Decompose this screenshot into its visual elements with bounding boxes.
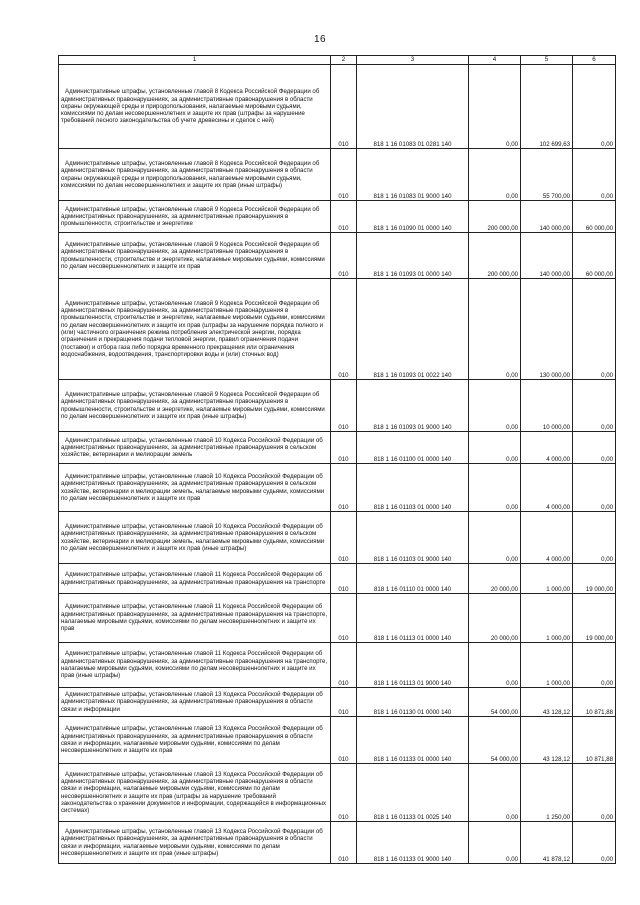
page-number: 16 (313, 34, 327, 45)
row-approved: 0,00 (469, 764, 521, 822)
row-line-code: 010 (331, 464, 357, 512)
row-budget-code: 818 1 16 01113 01 0000 140 (357, 594, 469, 643)
table-row (59, 380, 616, 432)
row-description: Административные штрафы, установленные главой 10 Кодекса Российской Федерации об административных правонарушениях, за административные правонарушения в сельском хозяйстве, ветеринарии и мелиорации земель, налагаемые мировыми судьями, комиссиями по делам несовершеннолетних и защите их прав (59, 464, 331, 512)
row-approved: 0,00 (469, 279, 521, 380)
row-approved: 0,00 (469, 643, 521, 688)
table-row (59, 201, 616, 233)
row-description: Административные штрафы, установленные главой 13 Кодекса Российской Федерации об административных правонарушениях, за административные правонарушения в области связи и информации (59, 688, 331, 717)
row-approved: 200 000,00 (469, 201, 521, 233)
column-header: 1 (59, 56, 331, 65)
row-line-code: 010 (331, 822, 357, 864)
row-budget-code: 818 1 16 01083 01 9000 140 (357, 149, 469, 201)
row-executed: 1 250,00 (521, 764, 573, 822)
column-header: 6 (573, 56, 616, 65)
table-row (59, 688, 616, 717)
row-unexecuted: 10 871,88 (573, 717, 616, 764)
row-unexecuted: 0,00 (573, 512, 616, 564)
row-executed: 140 000,00 (521, 201, 573, 233)
row-budget-code: 818 1 16 01100 01 0000 140 (357, 432, 469, 464)
table-row (59, 717, 616, 764)
row-unexecuted: 60 000,00 (573, 201, 616, 233)
row-description: Административные штрафы, установленные главой 11 Кодекса Российской Федерации об административных правонарушениях, за административные правонарушения на транспорте, налагаемые мировыми судьями, комиссиями по делам несовершеннолетних и защите их прав (59, 594, 331, 643)
row-executed: 1 000,00 (521, 643, 573, 688)
row-description: Административные штрафы, установленные главой 9 Кодекса Российской Федерации об административных правонарушениях, за административные правонарушения в промышленности, строительстве и энергетике, налагаемые мировыми судьями, комиссиями по делам несовершеннолетних и защите их прав (59, 233, 331, 279)
row-line-code: 010 (331, 764, 357, 822)
row-unexecuted: 0,00 (573, 643, 616, 688)
row-approved: 20 000,00 (469, 564, 521, 594)
row-line-code: 010 (331, 512, 357, 564)
row-approved: 0,00 (469, 65, 521, 149)
row-budget-code: 818 1 16 01083 01 0281 140 (357, 65, 469, 149)
row-executed: 41 878,12 (521, 822, 573, 864)
row-executed: 1 000,00 (521, 564, 573, 594)
column-header: 4 (469, 56, 521, 65)
row-approved: 54 000,00 (469, 688, 521, 717)
row-approved: 0,00 (469, 822, 521, 864)
row-executed: 55 700,00 (521, 149, 573, 201)
table-row (59, 594, 616, 643)
row-unexecuted: 60 000,00 (573, 233, 616, 279)
row-executed: 4 000,00 (521, 512, 573, 564)
row-budget-code: 818 1 16 01133 01 0025 140 (357, 764, 469, 822)
row-description: Административные штрафы, установленные главой 13 Кодекса Российской Федерации об административных правонарушениях, за административные правонарушения в области связи и информации, налагаемые мировыми судьями, комиссиями по делам несовершеннолетних и защите их прав (59, 717, 331, 764)
table-row (59, 643, 616, 688)
row-budget-code: 818 1 16 01133 01 9000 140 (357, 822, 469, 864)
row-unexecuted: 0,00 (573, 432, 616, 464)
row-description: Административные штрафы, установленные главой 8 Кодекса Российской Федерации об административных правонарушениях, за административные правонарушения в области охраны окружающей среды и природопользования, налагаемые мировыми судьями, комиссиями по делам несовершеннолетних и защите их прав (иные штрафы) (59, 149, 331, 201)
row-unexecuted: 0,00 (573, 65, 616, 149)
row-description: Административные штрафы, установленные главой 9 Кодекса Российской Федерации об административных правонарушениях, за административные правонарушения в промышленности, строительстве и энергетике, налагаемые мировыми судьями, комиссиями по делам несовершеннолетних и защите их прав (иные штрафы) (59, 380, 331, 432)
table-row (59, 233, 616, 279)
row-unexecuted: 19 000,00 (573, 564, 616, 594)
row-line-code: 010 (331, 564, 357, 594)
table-row (59, 432, 616, 464)
row-description: Административные штрафы, установленные главой 13 Кодекса Российской Федерации об административных правонарушениях, за административные правонарушения в области связи и информации, налагаемые мировыми судьями, комиссиями по делам несовершеннолетних и защите их прав (штрафы за нарушение требований законодательства о хранении документов и информации, содержащейся в информационных системах) (59, 764, 331, 822)
row-approved: 54 000,00 (469, 717, 521, 764)
row-line-code: 010 (331, 688, 357, 717)
row-approved: 20 000,00 (469, 594, 521, 643)
column-header: 3 (357, 56, 469, 65)
row-executed: 130 000,00 (521, 279, 573, 380)
row-unexecuted: 0,00 (573, 464, 616, 512)
table-row (59, 464, 616, 512)
row-executed: 102 699,63 (521, 65, 573, 149)
row-description: Административные штрафы, установленные главой 10 Кодекса Российской Федерации об административных правонарушениях, за административные правонарушения в сельском хозяйстве, ветеринарии и мелиорации земель, налагаемые мировыми судьями, комиссиями по делам несовершеннолетних и защите их прав (иные штрафы) (59, 512, 331, 564)
row-approved: 0,00 (469, 464, 521, 512)
table-row (59, 279, 616, 380)
row-unexecuted: 0,00 (573, 764, 616, 822)
row-executed: 1 000,00 (521, 594, 573, 643)
row-budget-code: 818 1 16 01093 01 0022 140 (357, 279, 469, 380)
row-line-code: 010 (331, 279, 357, 380)
row-budget-code: 818 1 16 01090 01 0000 140 (357, 201, 469, 233)
row-line-code: 010 (331, 717, 357, 764)
row-executed: 43 128,12 (521, 717, 573, 764)
row-budget-code: 818 1 16 01130 01 0000 140 (357, 688, 469, 717)
row-approved: 0,00 (469, 432, 521, 464)
row-line-code: 010 (331, 201, 357, 233)
row-unexecuted: 10 871,88 (573, 688, 616, 717)
row-budget-code: 818 1 16 01093 01 9000 140 (357, 380, 469, 432)
row-budget-code: 818 1 16 01103 01 9000 140 (357, 512, 469, 564)
row-budget-code: 818 1 16 01110 01 0000 140 (357, 564, 469, 594)
column-header: 2 (331, 56, 357, 65)
row-description: Административные штрафы, установленные главой 11 Кодекса Российской Федерации об административных правонарушениях, за административные правонарушения на транспорте (59, 564, 331, 594)
row-budget-code: 818 1 16 01103 01 0000 140 (357, 464, 469, 512)
table-row (59, 65, 616, 149)
row-description: Административные штрафы, установленные главой 9 Кодекса Российской Федерации об административных правонарушениях, за административные правонарушения в промышленности, строительстве и энергетике (59, 201, 331, 233)
row-line-code: 010 (331, 65, 357, 149)
row-executed: 43 128,12 (521, 688, 573, 717)
row-executed: 4 000,00 (521, 432, 573, 464)
row-approved: 0,00 (469, 380, 521, 432)
row-unexecuted: 0,00 (573, 149, 616, 201)
row-budget-code: 818 1 16 01093 01 0000 140 (357, 233, 469, 279)
row-unexecuted: 0,00 (573, 822, 616, 864)
row-description: Административные штрафы, установленные главой 8 Кодекса Российской Федерации об административных правонарушениях, за административные правонарушения в области охраны окружающей среды и природопользования, налагаемые мировыми судьями, комиссиями по делам несовершеннолетних и защите их прав (штрафы за нарушение требований лесного законодательства об учете древесины и сделок с ней) (59, 65, 331, 149)
table-row (59, 564, 616, 594)
table-row (59, 512, 616, 564)
row-description: Административные штрафы, установленные главой 11 Кодекса Российской Федерации об административных правонарушениях, за административные правонарушения на транспорте, налагаемые мировыми судьями, комиссиями по делам несовершеннолетних и защите их прав (иные штрафы) (59, 643, 331, 688)
row-line-code: 010 (331, 380, 357, 432)
row-budget-code: 818 1 16 01113 01 9000 140 (357, 643, 469, 688)
column-header: 5 (521, 56, 573, 65)
row-approved: 0,00 (469, 512, 521, 564)
row-description: Административные штрафы, установленные главой 9 Кодекса Российской Федерации об административных правонарушениях, за административные правонарушения в промышленности, строительстве и энергетике, налагаемые мировыми судьями, комиссиями по делам несовершеннолетних и защите их прав (штрафы за нарушение порядка полного и (или) частичного ограничения режима потребления электрической энергии, порядка ограничения и прекращения подачи тепловой энергии, правил ограничения подачи (поставки) и отбора газа либо порядка временного прекращения или ограничения водоснабжения, водоотведения, транспортировки воды и (или) сточных вод) (59, 279, 331, 380)
row-executed: 140 000,00 (521, 233, 573, 279)
row-line-code: 010 (331, 149, 357, 201)
table-header-row (59, 56, 616, 65)
row-unexecuted: 0,00 (573, 279, 616, 380)
row-line-code: 010 (331, 432, 357, 464)
row-line-code: 010 (331, 233, 357, 279)
row-approved: 0,00 (469, 149, 521, 201)
row-executed: 10 000,00 (521, 380, 573, 432)
row-approved: 200 000,00 (469, 233, 521, 279)
table-row (59, 764, 616, 822)
row-line-code: 010 (331, 594, 357, 643)
row-budget-code: 818 1 16 01133 01 0000 140 (357, 717, 469, 764)
row-description: Административные штрафы, установленные главой 13 Кодекса Российской Федерации об административных правонарушениях, за административные правонарушения в области связи и информации, налагаемые мировыми судьями, комиссиями по делам несовершеннолетних и защите их прав (иные штрафы) (59, 822, 331, 864)
table-row (59, 149, 616, 201)
table-row (59, 822, 616, 864)
budget-table (58, 55, 616, 864)
row-line-code: 010 (331, 643, 357, 688)
row-executed: 4 000,00 (521, 464, 573, 512)
row-description: Административные штрафы, установленные главой 10 Кодекса Российской Федерации об административных правонарушениях, за административные правонарушения в сельском хозяйстве, ветеринарии и мелиорации земель (59, 432, 331, 464)
row-unexecuted: 19 000,00 (573, 594, 616, 643)
row-unexecuted: 0,00 (573, 380, 616, 432)
